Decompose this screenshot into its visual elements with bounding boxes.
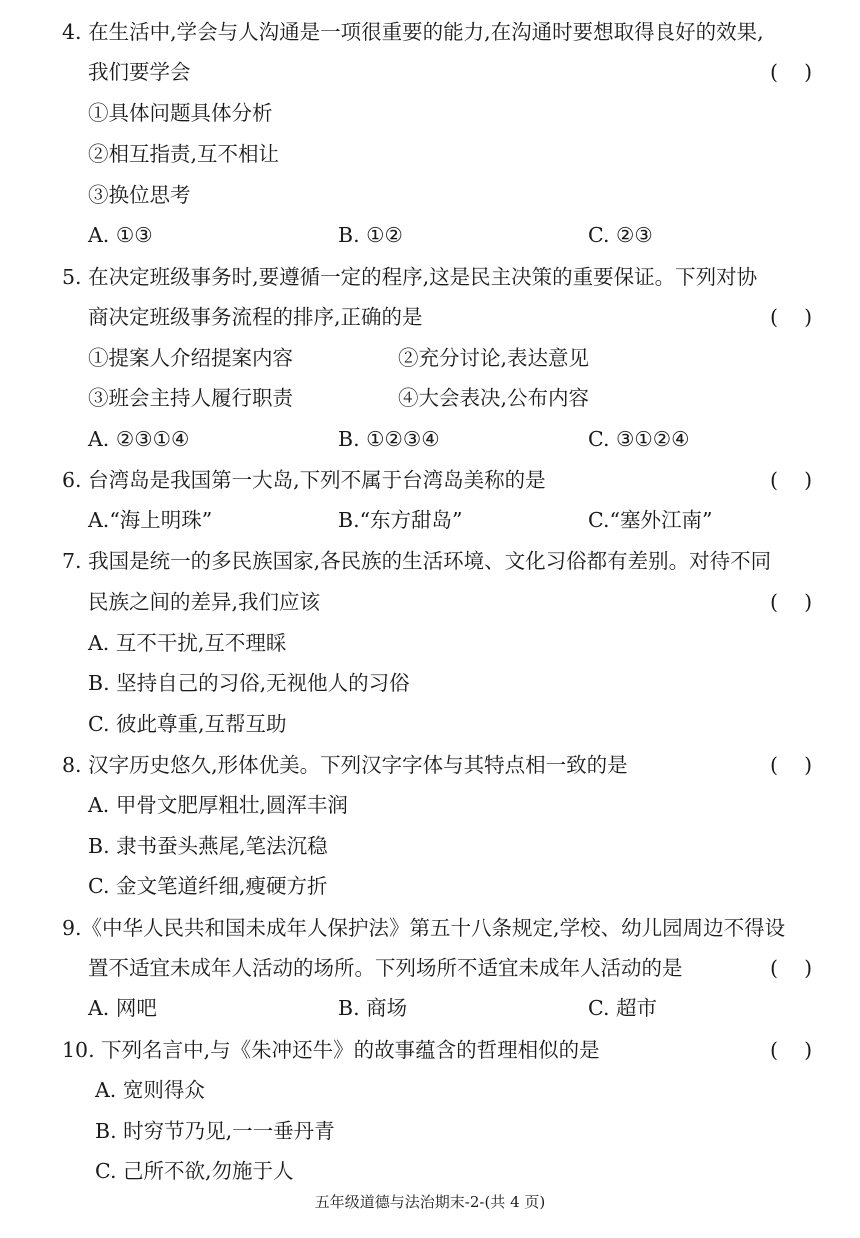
q10-stem: 10. 下列名言中,与《朱冲还牛》的故事蕴含的哲理相似的是 bbox=[62, 1038, 600, 1062]
q4-stem-line2: 我们要学会 bbox=[88, 60, 191, 84]
q4-answer-blank: ( ) bbox=[770, 60, 813, 84]
q7-stem-line2: 民族之间的差异,我们应该 bbox=[88, 590, 321, 614]
q5-stem-line2: 商决定班级事务流程的排序,正确的是 bbox=[88, 305, 423, 329]
q7-stem-line1: 7. 我国是统一的多民族国家,各民族的生活环境、文化习俗都有差别。对待不同 bbox=[62, 549, 772, 573]
q4-option-a: A. ①③ bbox=[88, 223, 153, 247]
q6-stem: 6. 台湾岛是我国第一大岛,下列不属于台湾岛美称的是 bbox=[62, 468, 546, 492]
q9-option-c: C. 超市 bbox=[588, 996, 657, 1020]
q7-option-a: A. 互不干扰,互不理睬 bbox=[88, 631, 287, 655]
q5-item-4: ④大会表决,公布内容 bbox=[398, 386, 590, 410]
q8-option-b: B. 隶书蚕头燕尾,笔法沉稳 bbox=[88, 834, 328, 858]
q8-answer-blank: ( ) bbox=[770, 753, 813, 777]
q10-option-a: A. 宽则得众 bbox=[95, 1078, 205, 1102]
q9-stem-line2: 置不适宜未成年人活动的场所。下列场所不适宜未成年人活动的是 bbox=[88, 956, 683, 980]
q9-option-b: B. 商场 bbox=[338, 996, 408, 1020]
q6-option-a: A.“海上明珠” bbox=[88, 508, 213, 532]
q5-item-3: ③班会主持人履行职责 bbox=[88, 386, 293, 410]
q7-option-c: C. 彼此尊重,互帮互助 bbox=[88, 712, 287, 736]
q7-answer-blank: ( ) bbox=[770, 590, 813, 614]
q5-item-2: ②充分讨论,表达意见 bbox=[398, 346, 590, 370]
q9-stem-line1: 9.《中华人民共和国未成年人保护法》第五十八条规定,学校、幼儿园周边不得设 bbox=[62, 916, 786, 940]
q4-option-c: C. ②③ bbox=[588, 223, 653, 247]
q5-answer-blank: ( ) bbox=[770, 305, 813, 329]
q5-option-a: A. ②③①④ bbox=[88, 427, 190, 451]
q4-item-3: ③换位思考 bbox=[88, 183, 191, 207]
q4-item-1: ①具体问题具体分析 bbox=[88, 101, 273, 125]
q5-item-1: ①提案人介绍提案内容 bbox=[88, 346, 293, 370]
q9-option-a: A. 网吧 bbox=[88, 996, 157, 1020]
q4-option-b: B. ①② bbox=[338, 223, 403, 247]
q8-option-c: C. 金文笔道纤细,瘦硬方折 bbox=[88, 874, 328, 898]
q6-answer-blank: ( ) bbox=[770, 468, 813, 492]
q5-option-b: B. ①②③④ bbox=[338, 427, 440, 451]
q9-answer-blank: ( ) bbox=[770, 956, 813, 980]
q7-option-b: B. 坚持自己的习俗,无视他人的习俗 bbox=[88, 671, 410, 695]
q10-answer-blank: ( ) bbox=[770, 1038, 813, 1062]
q5-stem-line1: 5. 在决定班级事务时,要遵循一定的程序,这是民主决策的重要保证。下列对协 bbox=[62, 265, 758, 289]
page-footer: 五年级道德与法治期末-2-(共 4 页) bbox=[314, 1193, 546, 1211]
q10-option-c: C. 己所不欲,勿施于人 bbox=[95, 1159, 294, 1183]
q6-option-c: C.“塞外江南” bbox=[588, 508, 713, 532]
q5-option-c: C. ③①②④ bbox=[588, 427, 690, 451]
q8-stem: 8. 汉字历史悠久,形体优美。下列汉字字体与其特点相一致的是 bbox=[62, 753, 628, 777]
q10-option-b: B. 时穷节乃见,一一垂丹青 bbox=[95, 1119, 335, 1143]
q8-option-a: A. 甲骨文肥厚粗壮,圆浑丰润 bbox=[88, 793, 348, 817]
q6-option-b: B.“东方甜岛” bbox=[338, 508, 463, 532]
q4-stem-line1: 4. 在生活中,学会与人沟通是一项很重要的能力,在沟通时要想取得良好的效果, bbox=[62, 20, 764, 44]
q4-item-2: ②相互指责,互不相让 bbox=[88, 142, 280, 166]
